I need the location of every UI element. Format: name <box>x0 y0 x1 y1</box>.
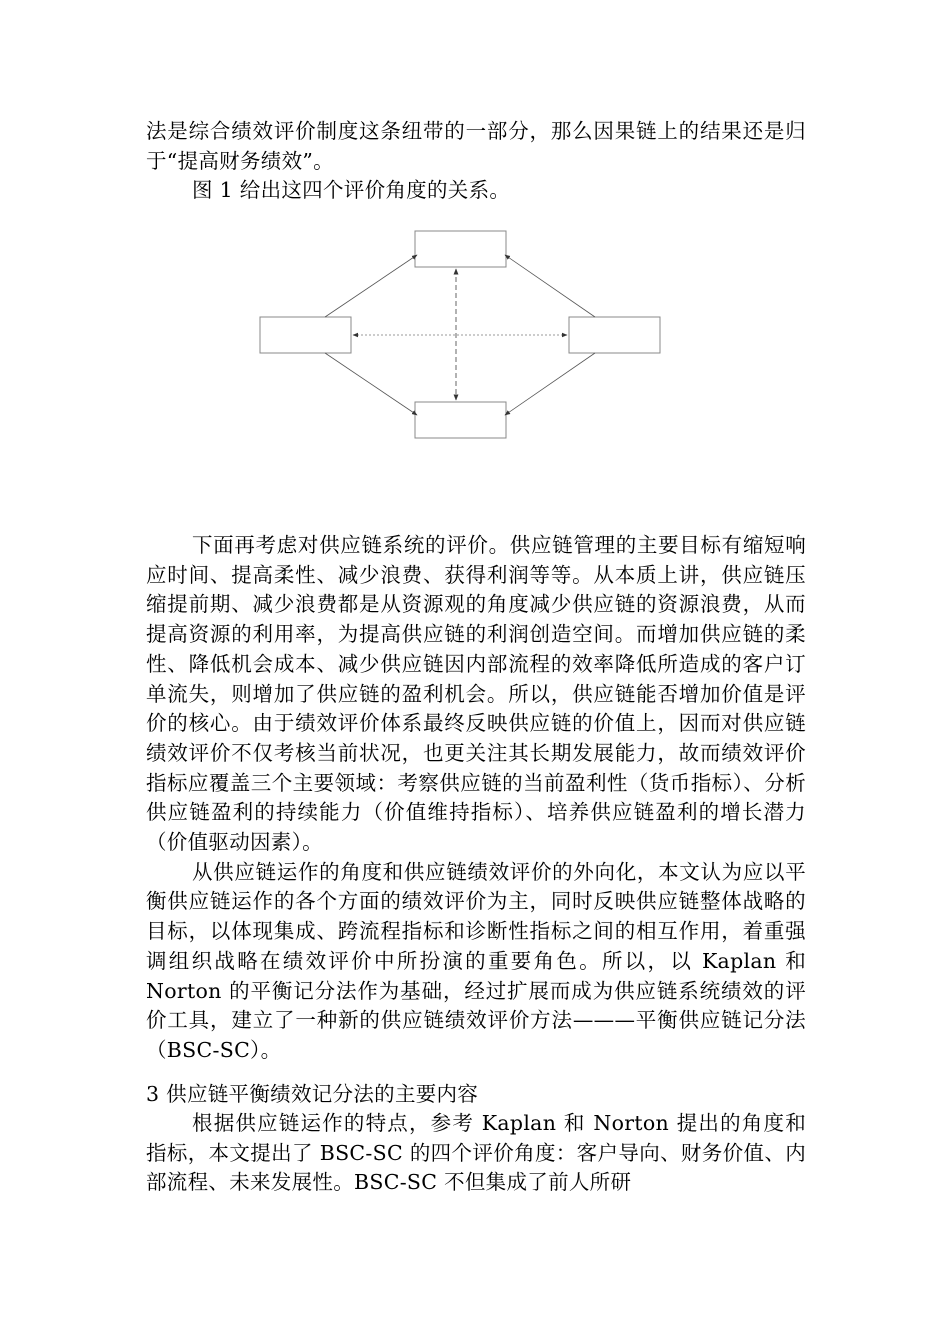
diagram-box-left <box>260 317 351 353</box>
arrow-right-to-top <box>505 255 595 317</box>
diagram-box-right <box>569 317 660 353</box>
section-heading-text: 3 供应链平衡绩效记分法的主要内容 <box>146 1082 479 1106</box>
paragraph: 从供应链运作的角度和供应链绩效评价的外向化，本文认为应以平衡供应链运作的各个方面的绩效评价为主，同时反映供应链整体战略的目标，以体现集成、跨流程指标和诊断性指标之间的相互作用，着重强调组织战略在绩效评价中所扮演的重要角色。所以，以 Kaplan 和 Norton 的平衡记分法作为基础，经过扩展而成为供应链系统绩效的评价工具，建立了一种新的供应链绩效评价方法———平衡供应链记分法（BSC-SC）。 <box>146 859 806 1062</box>
text-block-top <box>146 117 806 206</box>
arrow-left-to-top <box>325 255 417 317</box>
arrow-left-to-bottom <box>325 353 417 415</box>
section-heading <box>146 1080 806 1110</box>
figure-reference-paragraph: 图 1 给出这四个评价角度的关系。 <box>192 178 511 203</box>
arrow-right-to-bottom <box>505 353 595 415</box>
relationship-diagram <box>255 225 665 445</box>
paragraph: 法是综合绩效评价制度这条纽带的一部分，那么因果链上的结果还是归于“提高财务绩效”。 <box>146 119 806 173</box>
paragraph: 下面再考虑对供应链系统的评价。供应链管理的主要目标有缩短响应时间、提高柔性、减少浪费、获得利润等等。从本质上讲，供应链压缩提前期、减少浪费都是从资源观的角度减少供应链的资源浪费，从而提高资源的利用率，为提高供应链的利润创造空间。而增加供应链的柔性、降低机会成本、减少供应链因内部流程的效率降低所造成的客户订单流失，则增加了供应链的盈利机会。所以，供应链能否增加价值是评价的核心。由于绩效评价体系最终反映供应链的价值上，因而对供应链绩效评价不仅考核当前状况，也更关注其长期发展能力，故而绩效评价指标应覆盖三个主要领域：考察供应链的当前盈利性（货币指标）、分析供应链盈利的持续能力（价值维持指标）、培养供应链盈利的增长潜力（价值驱动因素）。 <box>146 533 806 855</box>
text-block-bottom <box>146 1109 806 1198</box>
relationship-diagram-svg <box>255 225 665 445</box>
paragraph: 根据供应链运作的特点，参考 Kaplan 和 Norton 提出的角度和指标，本文提出了 BSC-SC 的四个评价角度：客户导向、财务价值、内部流程、未来发展性。BSC-SC 不但集成了前人所研 <box>146 1111 806 1195</box>
diagram-box-top <box>415 231 506 267</box>
text-block-middle <box>146 531 806 1066</box>
diagram-box-bottom <box>415 402 506 438</box>
